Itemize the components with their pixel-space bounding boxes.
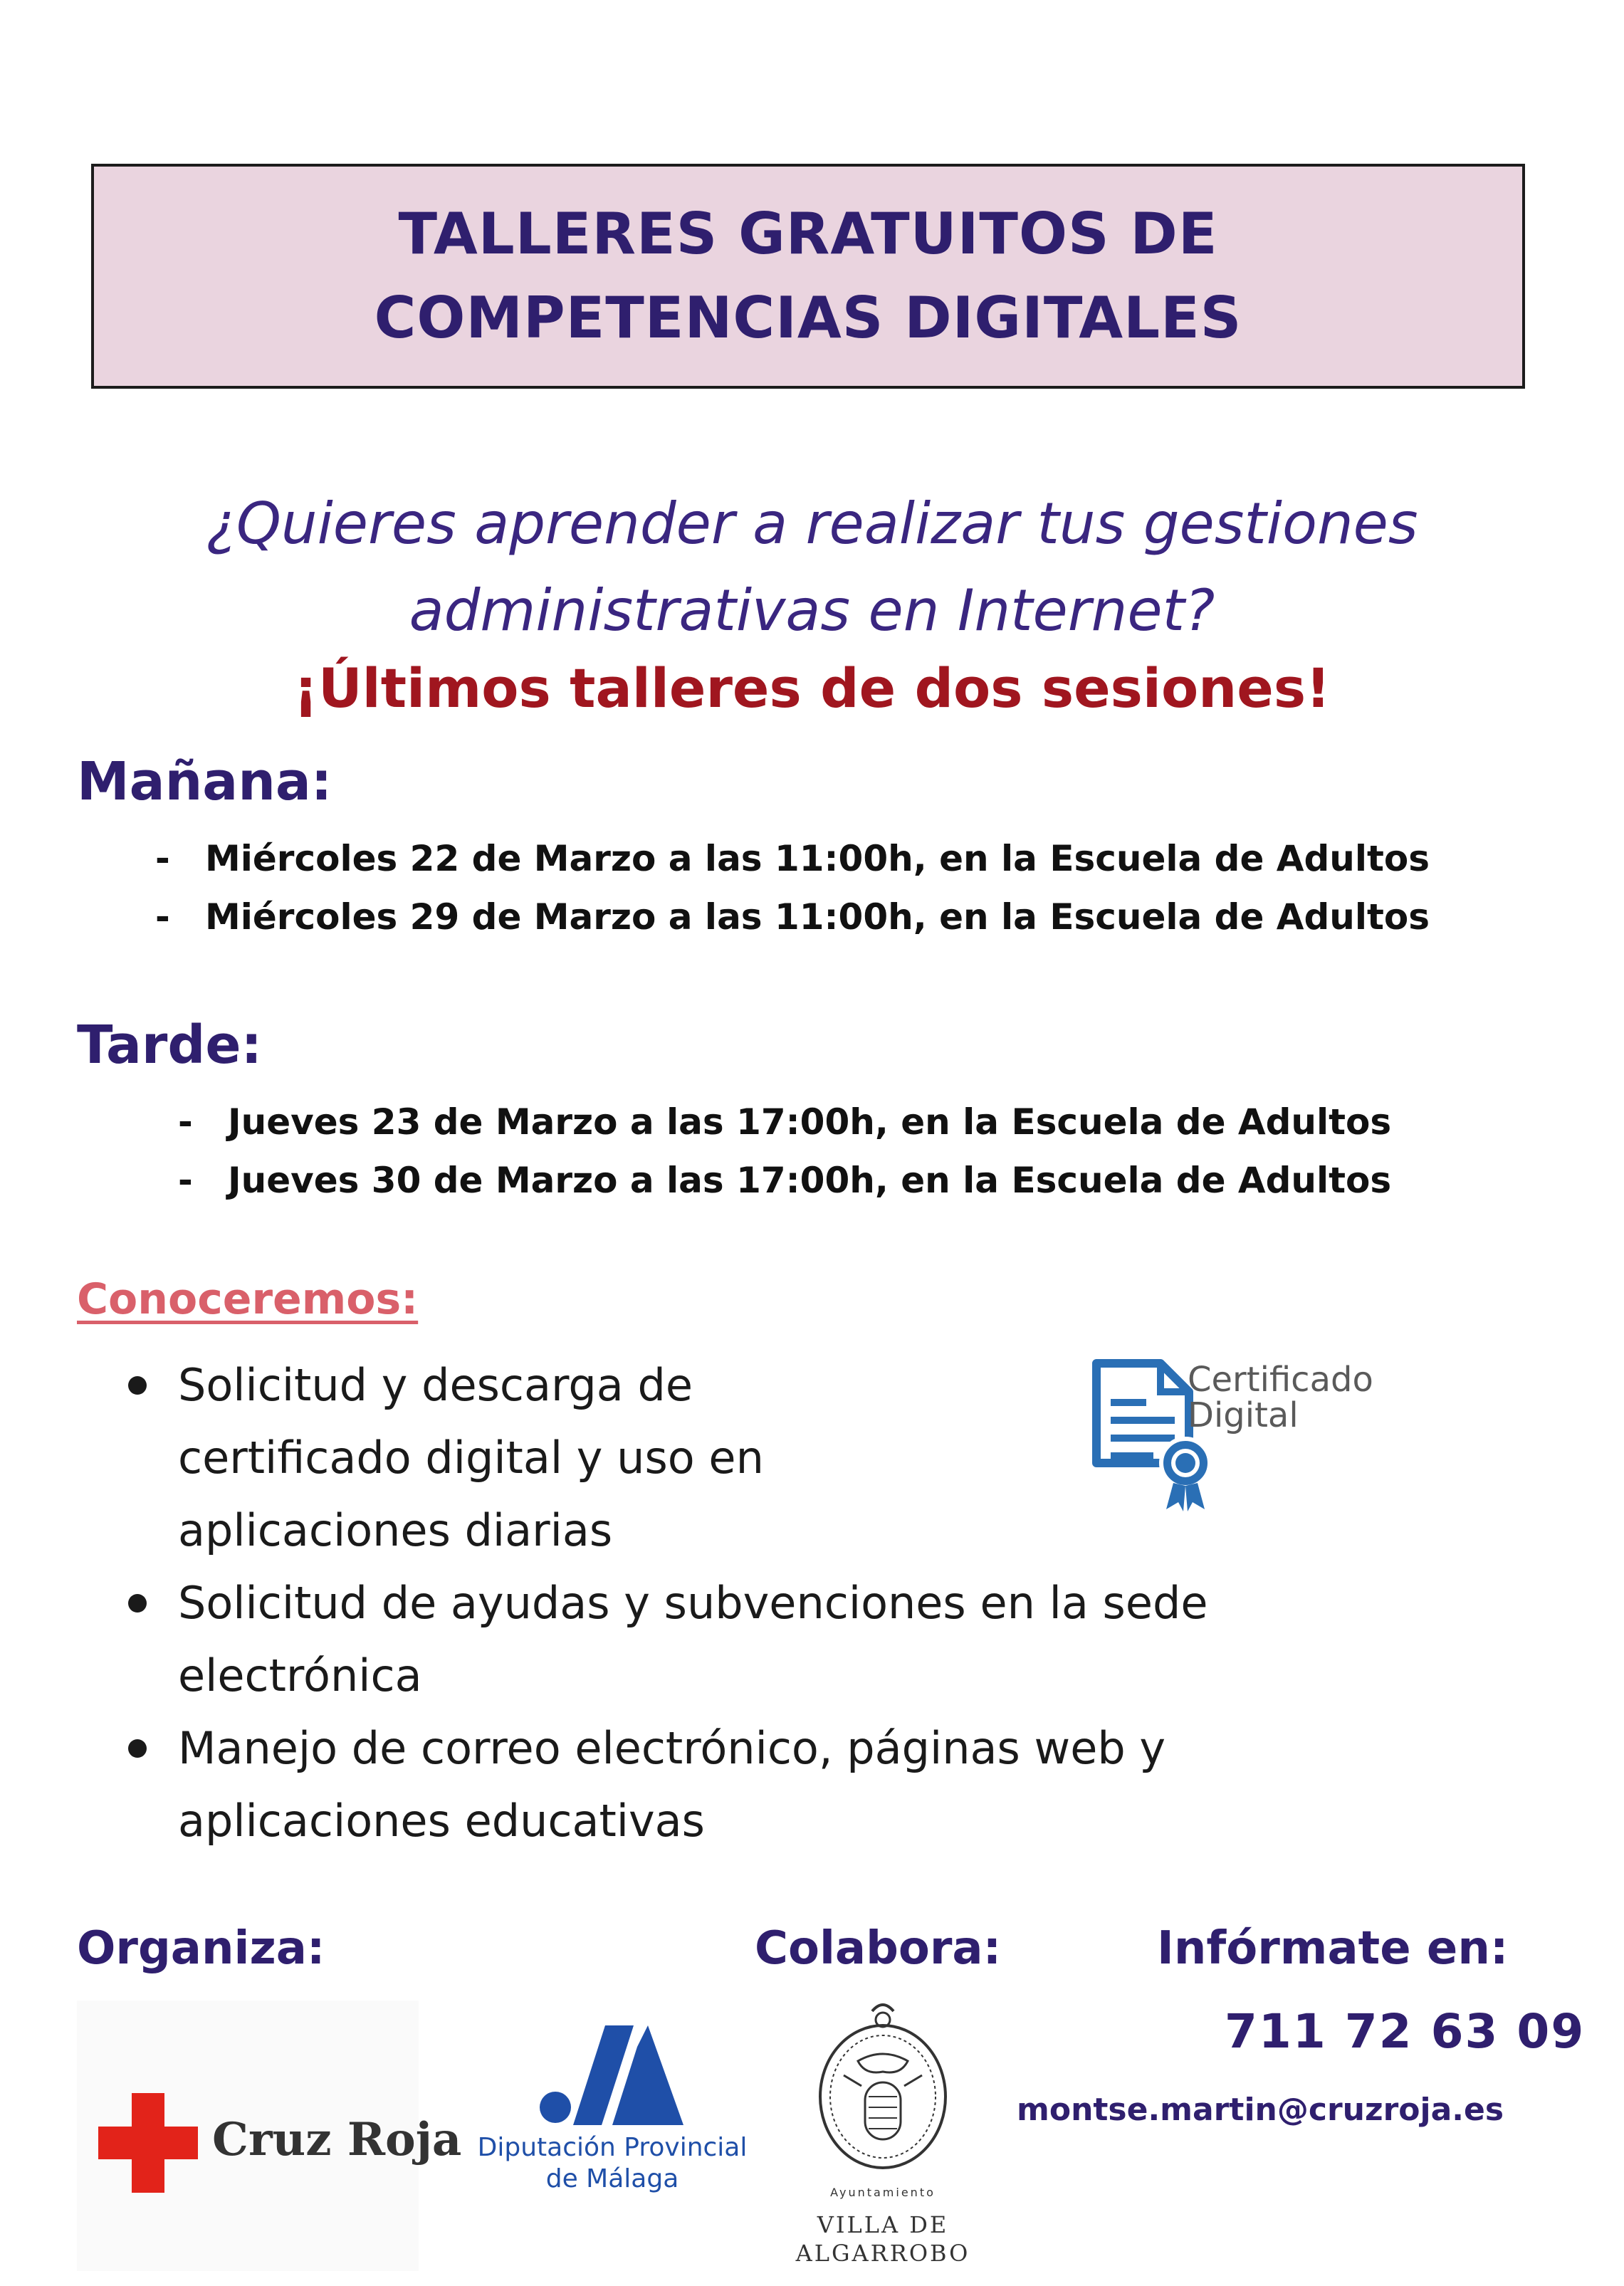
learn-heading: Conoceremos: xyxy=(77,1274,419,1324)
topic-line: electrónica xyxy=(178,1650,422,1702)
topic-line: Manejo de correo electrónico, páginas web y xyxy=(178,1722,1166,1774)
cruz-roja-logo xyxy=(77,2001,462,2271)
villa-line-2: ALGARROBO xyxy=(795,2240,970,2267)
topic-line: Solicitud de ayudas y subvenciones en la sede xyxy=(178,1577,1208,1629)
afternoon-session-list xyxy=(178,1093,1391,1210)
informate-heading: Infórmate en: xyxy=(1157,1922,1509,1975)
title-line-1: TALLERES GRATUITOS DE xyxy=(398,201,1218,267)
topic-line: aplicaciones diarias xyxy=(178,1504,613,1556)
organiza-heading: Organiza: xyxy=(77,1922,325,1975)
list-item: - Jueves 23 de Marzo a las 17:00h, en la Escuela de Adultos xyxy=(178,1093,1391,1151)
certificate-logo-line-2: Digital xyxy=(1188,1395,1299,1435)
red-cross-icon xyxy=(98,2093,198,2193)
list-item xyxy=(128,1712,1481,1857)
contact-email: montse.martin@cruzroja.es xyxy=(1017,2092,1504,2128)
session-text: Jueves 23 de Marzo a las 17:00h, en la Escuela de Adultos xyxy=(228,1101,1392,1143)
list-item: - Miércoles 29 de Marzo a las 11:00h, en la Escuela de Adultos xyxy=(155,888,1430,946)
intro-question-line-2: administrativas en Internet? xyxy=(409,577,1215,644)
morning-session-list xyxy=(155,829,1430,946)
contact-phone: 711 72 63 09 xyxy=(1225,2004,1586,2059)
bullet-icon xyxy=(128,1594,147,1613)
list-item: - Jueves 30 de Marzo a las 17:00h, en la Escuela de Adultos xyxy=(178,1151,1391,1210)
certificate-logo xyxy=(1082,1356,1438,1513)
ayuntamiento-text: Ayuntamiento xyxy=(830,2186,936,2199)
title-line-2: COMPETENCIAS DIGITALES xyxy=(374,285,1242,351)
session-text: Jueves 30 de Marzo a las 17:00h, en la Escuela de Adultos xyxy=(228,1160,1392,1201)
diputacion-line-2: de Málaga xyxy=(545,2164,679,2193)
diputacion-logo xyxy=(463,2018,762,2203)
algarrobo-logo xyxy=(790,1997,975,2282)
list-item: - Miércoles 22 de Marzo a las 11:00h, en la Escuela de Adultos xyxy=(155,829,1430,888)
session-text: Miércoles 29 de Marzo a las 11:00h, en la Escuela de Adultos xyxy=(205,896,1430,938)
intro-question-line-1: ¿Quieres aprender a realizar tus gestiones xyxy=(206,491,1418,557)
topic-line: certificado digital y uso en xyxy=(178,1432,764,1484)
villa-line-1: VILLA DE xyxy=(817,2211,949,2238)
afternoon-heading: Tarde: xyxy=(77,1014,263,1076)
session-text: Miércoles 22 de Marzo a las 11:00h, en la Escuela de Adultos xyxy=(205,838,1430,879)
diputacion-m-icon xyxy=(534,2025,683,2125)
diputacion-line-1: Diputación Provincial xyxy=(477,2133,748,2162)
morning-heading: Mañana: xyxy=(77,751,332,812)
cruz-roja-text: Cruz Roja xyxy=(212,2113,462,2166)
bullet-icon xyxy=(128,1376,147,1395)
topic-line: Solicitud y descarga de xyxy=(178,1359,693,1411)
list-item xyxy=(128,1567,1481,1712)
highlight-text: ¡Últimos talleres de dos sesiones! xyxy=(293,656,1331,720)
certificate-logo-line-1: Certificado xyxy=(1188,1360,1373,1400)
algarrobo-seal-icon xyxy=(815,1997,950,2175)
colabora-heading: Colabora: xyxy=(755,1922,1002,1975)
title-box xyxy=(91,164,1525,389)
bullet-icon xyxy=(128,1739,147,1758)
topic-line: aplicaciones educativas xyxy=(178,1795,705,1847)
